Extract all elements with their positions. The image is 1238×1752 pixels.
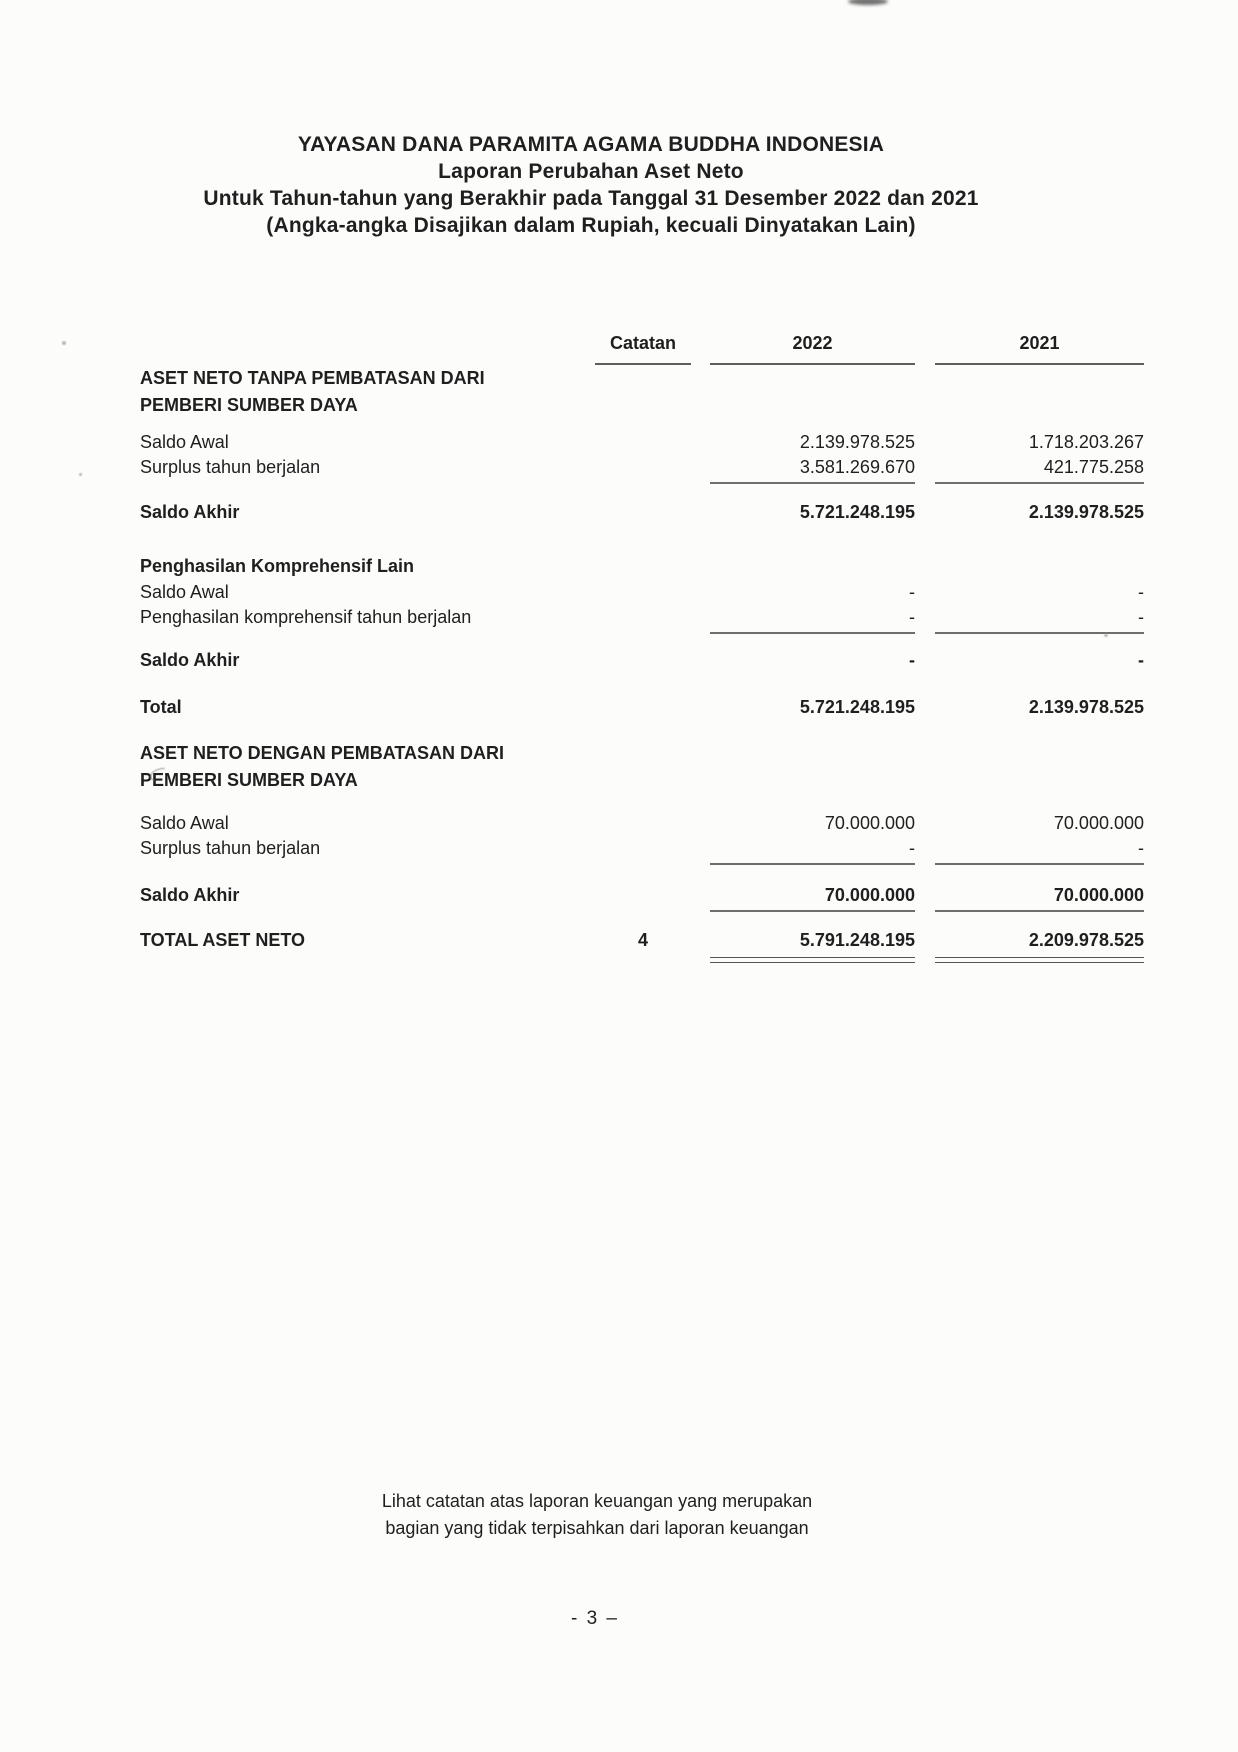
row-note-ref	[595, 695, 691, 720]
row-note-ref	[595, 648, 691, 673]
rule-line-2021	[935, 957, 1144, 963]
row-label: TOTAL ASET NETO	[140, 930, 306, 950]
row-spacer	[691, 811, 710, 836]
row-spacer	[915, 883, 935, 908]
row-spacer	[915, 811, 935, 836]
column-rule	[140, 863, 1150, 865]
rule-spacer	[915, 957, 935, 965]
section-heading: ASET NETO TANPA PEMBATASAN DARI	[140, 368, 485, 388]
row-label: Surplus tahun berjalan	[140, 838, 321, 858]
row-label: Penghasilan komprehensif tahun berjalan	[140, 607, 472, 627]
amount-2021: -	[1138, 650, 1144, 670]
column-rule	[140, 632, 1150, 634]
footer-note	[0, 1488, 1194, 1542]
column-header-2022: 2022	[710, 333, 915, 365]
table-row	[140, 430, 1150, 455]
amount-2021: 70.000.000	[1053, 885, 1144, 905]
table-row	[140, 811, 1150, 836]
report-title-block	[0, 0, 1182, 239]
header-spacer	[140, 333, 595, 365]
row-gap	[140, 865, 1150, 883]
row-spacer	[691, 648, 710, 673]
row-label: Saldo Akhir	[140, 650, 240, 670]
amount-2021: 2.139.978.525	[1028, 502, 1144, 522]
section-heading: PEMBERI SUMBER DAYA	[140, 395, 358, 415]
row-spacer	[915, 500, 935, 525]
rule-spacer	[140, 632, 595, 634]
amount-2022: 3.581.269.670	[799, 457, 915, 477]
row-spacer	[691, 455, 710, 480]
row-spacer	[691, 605, 710, 630]
rule-spacer	[595, 957, 691, 965]
row-spacer	[915, 695, 935, 720]
amount-2021: 2.139.978.525	[1028, 697, 1144, 717]
rule-line-2022	[710, 632, 915, 634]
row-note-ref: 4	[637, 930, 648, 950]
table-row	[140, 500, 1150, 525]
rule-line-2022	[710, 863, 915, 865]
row-note-ref	[595, 883, 691, 908]
amount-2022: 5.791.248.195	[799, 930, 915, 950]
row-label: Saldo Awal	[140, 432, 229, 452]
amount-2021: -	[1138, 582, 1144, 602]
row-spacer	[915, 928, 935, 953]
rule-spacer	[140, 482, 595, 484]
row-spacer	[915, 648, 935, 673]
footer-note-line: Lihat catatan atas laporan keuangan yang merupakan	[381, 1491, 813, 1511]
double-column-rule	[140, 957, 1150, 965]
row-gap	[140, 634, 1150, 648]
section-heading: PEMBERI SUMBER DAYA	[140, 770, 358, 790]
row-note-ref	[595, 455, 691, 480]
amount-2022: -	[909, 607, 915, 627]
row-spacer	[691, 580, 710, 605]
rule-spacer	[595, 632, 691, 634]
table-row	[140, 883, 1150, 908]
row-label: Saldo Akhir	[140, 502, 240, 522]
amount-2022: 5.721.248.195	[799, 697, 915, 717]
amount-2021: -	[1138, 838, 1144, 858]
scan-speck	[1104, 634, 1108, 637]
table-row	[140, 455, 1150, 480]
amount-2022: 70.000.000	[824, 885, 915, 905]
rule-line-2021	[935, 632, 1144, 634]
rule-spacer	[595, 482, 691, 484]
rule-line-2022	[710, 482, 915, 484]
rule-spacer	[691, 910, 710, 912]
table-row	[140, 695, 1150, 720]
row-label: Saldo Awal	[140, 582, 229, 602]
rule-spacer	[595, 863, 691, 865]
page-number: - 3 –	[570, 1608, 620, 1629]
amount-2021: 1.718.203.267	[1028, 432, 1144, 452]
rule-line-2022	[710, 957, 915, 963]
row-label: Surplus tahun berjalan	[140, 457, 321, 477]
row-note-ref	[595, 430, 691, 455]
section-heading: ASET NETO DENGAN PEMBATASAN DARI	[140, 743, 505, 763]
amount-2022: -	[909, 650, 915, 670]
financial-table	[140, 333, 1150, 965]
table-row	[140, 836, 1150, 861]
rule-spacer	[691, 482, 710, 484]
scan-speck	[79, 473, 82, 476]
table-row	[140, 580, 1150, 605]
table-row	[140, 605, 1150, 630]
organization-name: YAYASAN DANA PARAMITA AGAMA BUDDHA INDONESIA	[297, 133, 885, 156]
row-gap	[140, 525, 1150, 553]
row-spacer	[915, 455, 935, 480]
footer-note-line: bagian yang tidak terpisahkan dari laporan keuangan	[385, 1518, 809, 1538]
amount-2022: -	[909, 838, 915, 858]
report-period: Untuk Tahun-tahun yang Berakhir pada Tanggal 31 Desember 2022 dan 2021	[203, 187, 979, 210]
table-row	[140, 648, 1150, 673]
rule-line-2022	[710, 910, 915, 912]
rule-line-2021	[935, 863, 1144, 865]
amount-2022: -	[909, 582, 915, 602]
rule-spacer	[140, 910, 595, 912]
amount-2021: -	[1138, 607, 1144, 627]
rule-spacer	[595, 910, 691, 912]
row-spacer	[915, 580, 935, 605]
column-header-catatan: Catatan	[595, 333, 691, 365]
table-row	[140, 928, 1150, 953]
rule-spacer	[691, 632, 710, 634]
row-spacer	[691, 430, 710, 455]
rule-spacer	[915, 863, 935, 865]
row-label: Saldo Awal	[140, 813, 229, 833]
amount-2022: 2.139.978.525	[799, 432, 915, 452]
row-spacer	[915, 605, 935, 630]
row-note-ref	[595, 836, 691, 861]
report-title: Laporan Perubahan Aset Neto	[438, 160, 744, 183]
row-label: Total	[140, 697, 182, 717]
rule-spacer	[915, 482, 935, 484]
row-note-ref	[595, 605, 691, 630]
column-rule	[140, 910, 1150, 912]
amount-2021: 70.000.000	[1053, 813, 1144, 833]
row-gap	[140, 720, 1150, 740]
scan-speck	[62, 341, 66, 345]
rule-line-2021	[935, 910, 1144, 912]
row-note-ref	[595, 500, 691, 525]
currency-note: (Angka-angka Disajikan dalam Rupiah, kecuali Dinyatakan Lain)	[266, 214, 916, 237]
row-gap	[140, 484, 1150, 500]
row-spacer	[691, 500, 710, 525]
table-header-row	[140, 333, 1150, 365]
row-note-ref	[595, 580, 691, 605]
row-gap	[140, 794, 1150, 811]
header-spacer	[691, 333, 710, 365]
row-spacer	[915, 430, 935, 455]
rule-spacer	[691, 863, 710, 865]
rule-spacer	[140, 957, 595, 965]
row-spacer	[691, 928, 710, 953]
rule-spacer	[691, 957, 710, 965]
row-spacer	[691, 883, 710, 908]
row-gap	[140, 673, 1150, 695]
section-heading: Penghasilan Komprehensif Lain	[140, 556, 415, 576]
table-rows	[140, 365, 1150, 965]
rule-spacer	[915, 632, 935, 634]
amount-2021: 421.775.258	[1043, 457, 1144, 477]
rule-line-2021	[935, 482, 1144, 484]
amount-2021: 2.209.978.525	[1028, 930, 1144, 950]
row-label: Saldo Akhir	[140, 885, 240, 905]
row-note-ref	[595, 811, 691, 836]
row-gap	[140, 419, 1150, 430]
row-gap	[140, 912, 1150, 928]
header-spacer	[915, 333, 935, 365]
row-spacer	[915, 836, 935, 861]
rule-spacer	[915, 910, 935, 912]
row-spacer	[691, 695, 710, 720]
row-spacer	[691, 836, 710, 861]
column-rule	[140, 482, 1150, 484]
amount-2022: 70.000.000	[824, 813, 915, 833]
rule-spacer	[140, 863, 595, 865]
column-header-2021: 2021	[935, 333, 1144, 365]
amount-2022: 5.721.248.195	[799, 502, 915, 522]
